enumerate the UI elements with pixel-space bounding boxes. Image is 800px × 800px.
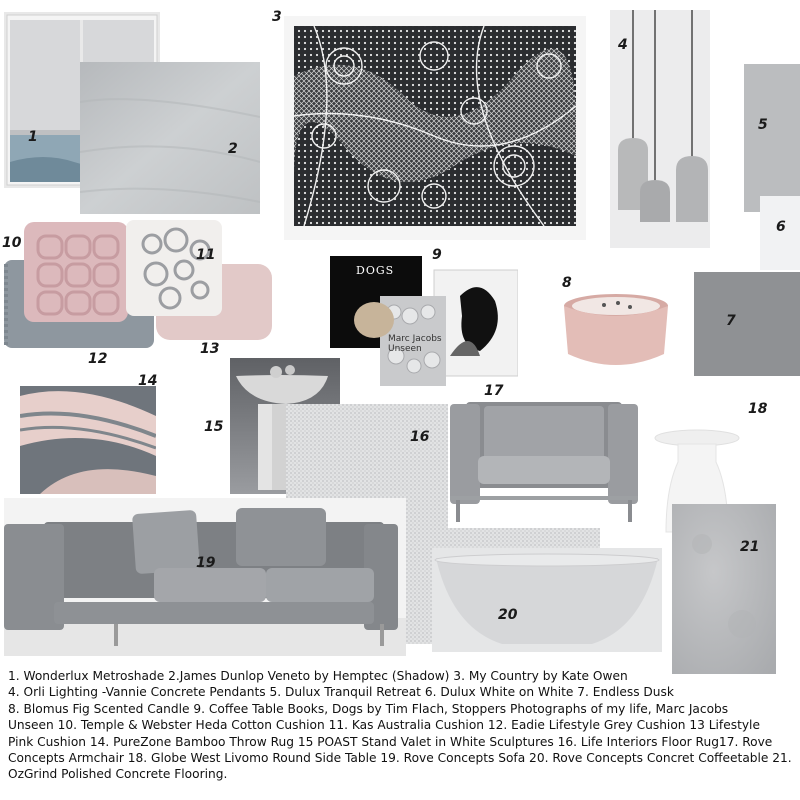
item-number-16: 16 xyxy=(410,429,430,445)
item-number-20: 20 xyxy=(498,607,518,623)
caption-line: 1. Wonderlux Metroshade 2.James Dunlop Veneto by Hemptec (Shadow) 3. My Country by Kate Owen xyxy=(8,669,628,683)
item-number-19: 19 xyxy=(196,555,216,571)
paint-swatch-tranquil-retreat xyxy=(744,64,800,212)
item-number-18: 18 xyxy=(748,401,768,417)
caption-line: OzGrind Polished Concrete Flooring. xyxy=(8,767,228,782)
book-marc-jacobs-title: Marc Jacobs Unseen xyxy=(388,334,442,354)
item-number-14: 14 xyxy=(138,373,158,389)
cushions-group-image xyxy=(4,220,274,350)
item-number-21: 21 xyxy=(740,539,760,555)
item-number-4: 4 xyxy=(618,37,628,53)
item-number-3: 3 xyxy=(272,9,282,25)
polished-concrete-flooring-image xyxy=(672,504,776,674)
caption-line: 8. Blomus Fig Scented Candle 9. Coffee Table Books, Dogs by Tim Flach, Stoppers Photographs of my life, Marc Jacobs xyxy=(8,701,729,716)
item-number-6: 6 xyxy=(776,219,786,235)
item-caption-list xyxy=(8,668,800,783)
item-number-9: 9 xyxy=(432,247,442,263)
book-dogs-title: DOGS xyxy=(356,264,395,277)
item-number-10: 10 xyxy=(2,235,22,251)
caption-line: Concepts Armchair 18. Globe West Livomo Round Side Table 19. Rove Concepts Sofa 20. Rove Concepts Concret Coffeetable 21. xyxy=(8,751,792,766)
bamboo-throw-image xyxy=(20,386,156,494)
caption-line: Pink Cushion 14. PureZone Bamboo Throw Rug 15 POAST Stand Valet in White Sculptures 16. Life Interiors Floor Rug17. Rove xyxy=(8,734,773,749)
armchair-image xyxy=(448,394,640,528)
sofa-image xyxy=(4,498,406,656)
item-number-17: 17 xyxy=(484,383,504,399)
caption-line: 4. Orli Lighting -Vannie Concrete Pendants 5. Dulux Tranquil Retreat 6. Dulux White on White 7. Endless Dusk xyxy=(8,685,674,700)
item-number-12: 12 xyxy=(88,351,108,367)
paint-swatch-endless-dusk xyxy=(694,272,800,376)
artwork-my-country-image xyxy=(284,16,586,240)
fabric-swatch-image xyxy=(80,62,260,214)
coffee-table-books-image xyxy=(330,256,518,386)
fig-candle-image xyxy=(560,292,672,370)
item-number-1: 1 xyxy=(28,129,38,145)
item-number-5: 5 xyxy=(758,117,768,133)
item-number-8: 8 xyxy=(562,275,572,291)
concrete-coffee-table-image xyxy=(432,548,662,652)
item-number-11: 11 xyxy=(196,247,216,263)
item-number-2: 2 xyxy=(228,141,238,157)
caption-line: Unseen 10. Temple & Webster Heda Cotton Cushion 11. Kas Australia Cushion 12. Eadie Lifestyle Grey Cushion 13 Lifestyle xyxy=(8,718,760,733)
item-number-15: 15 xyxy=(204,419,224,435)
item-number-13: 13 xyxy=(200,341,220,357)
item-number-7: 7 xyxy=(726,313,736,329)
